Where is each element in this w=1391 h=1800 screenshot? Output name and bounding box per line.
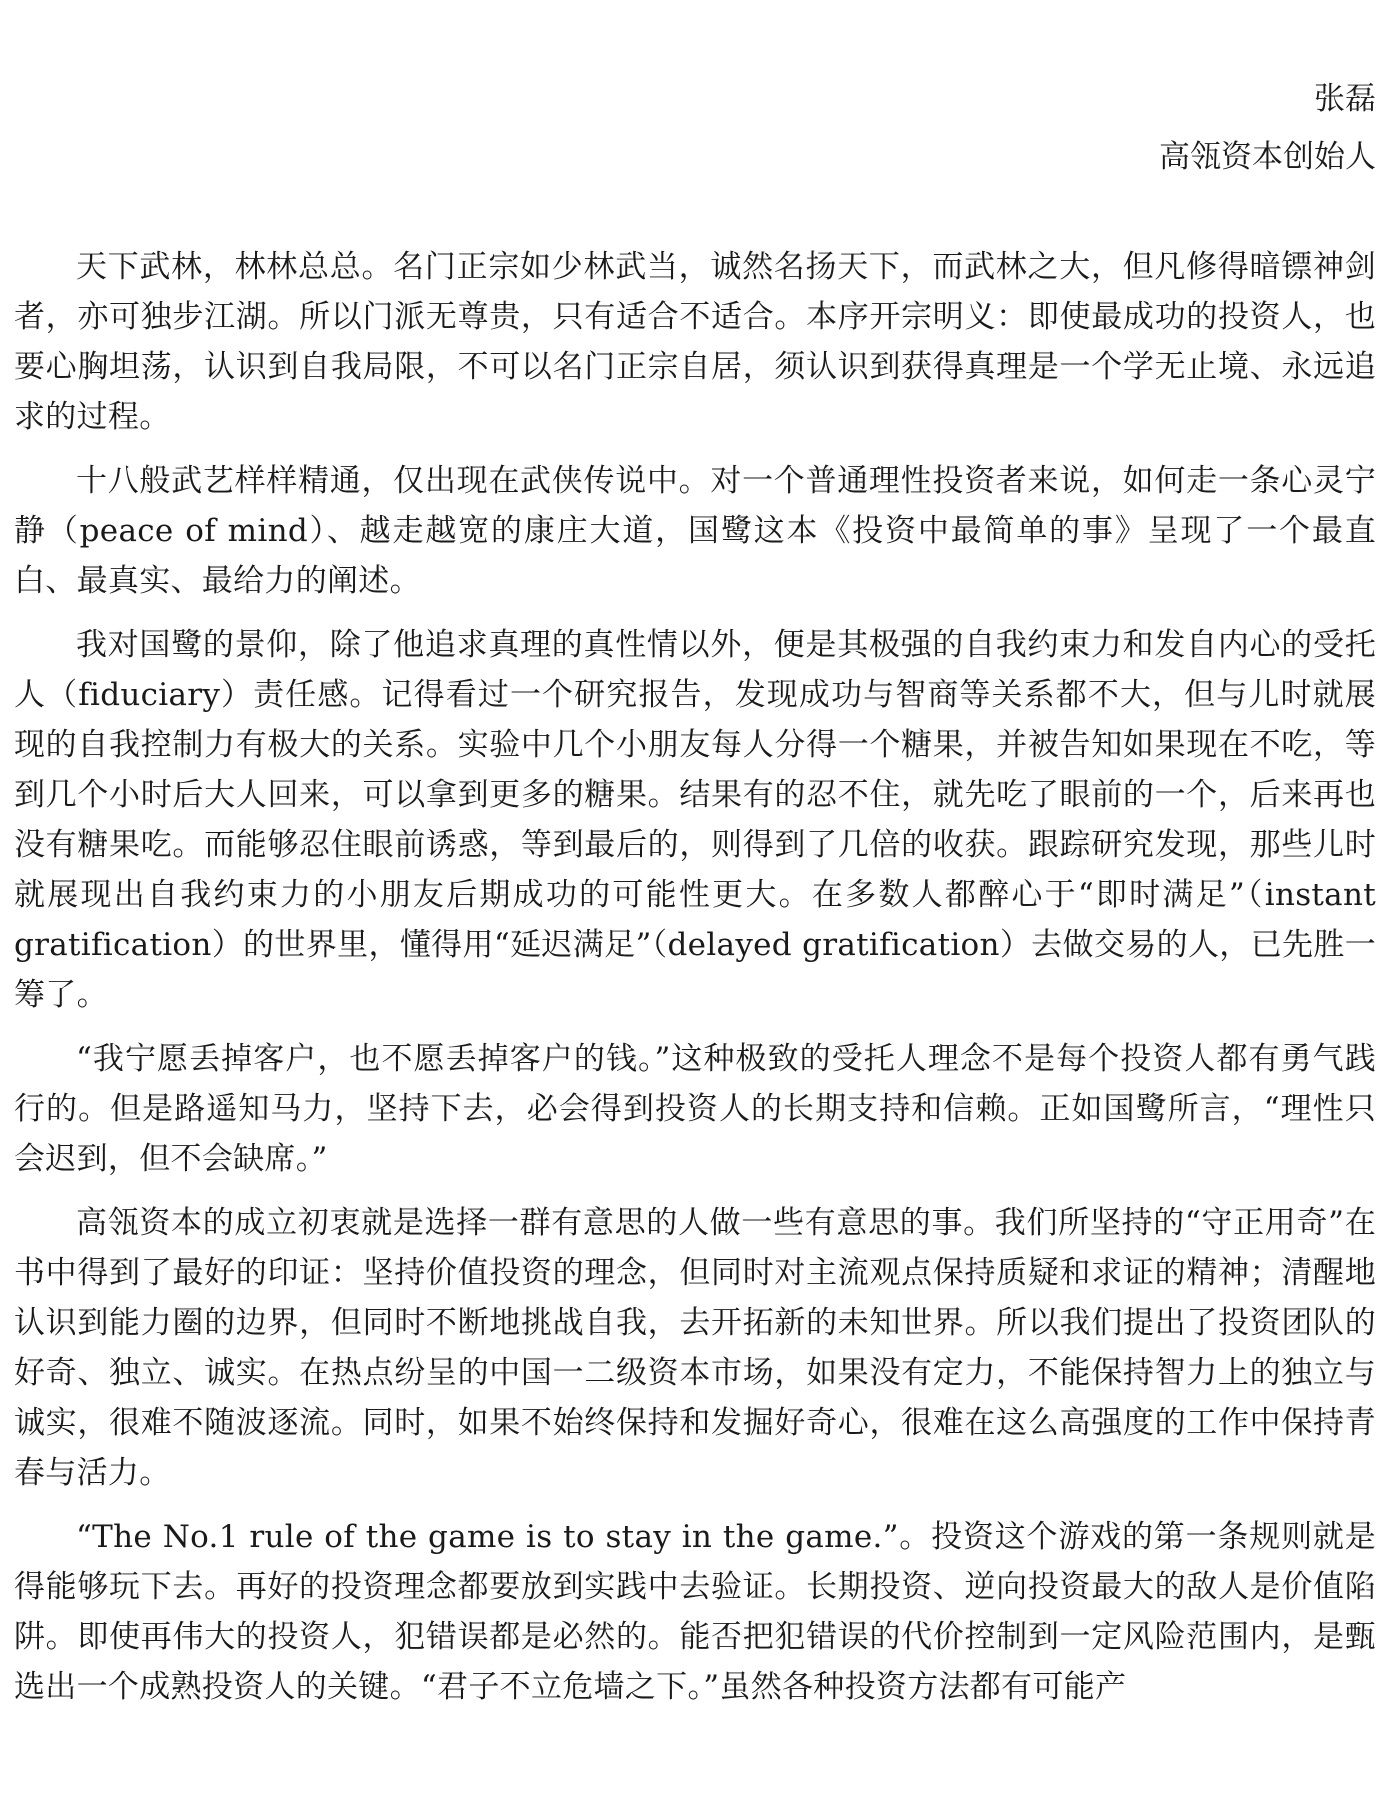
paragraph: “我宁愿丢掉客户，也不愿丢掉客户的钱。”这种极致的受托人理念不是每个投资人都有勇气践行的。但是路遥知马力，坚持下去，必会得到投资人的长期支持和信赖。正如国鹭所言，“理性只会迟到，但不会缺席。” — [14, 1041, 1376, 1177]
paragraph: 高瓴资本的成立初衷就是选择一群有意思的人做一些有意思的事。我们所坚持的“守正用奇”在书中得到了最好的印证：坚持价值投资的理念，但同时对主流观点保持质疑和求证的精神；清醒地认识到能力圈的边界，但同时不断地挑战自我，去开拓新的未知世界。所以我们提出了投资团队的好奇、独立、诚实。在热点纷呈的中国一二级资本市场，如果没有定力，不能保持智力上的独立与诚实，很难不随波逐流。同时，如果不始终保持和发掘好奇心，很难在这么高强度的工作中保持青春与活力。 — [14, 1205, 1376, 1491]
paragraph: 十八般武艺样样精通，仅出现在武侠传说中。对一个普通理性投资者来说，如何走一条心灵宁静（peace of mind）、越走越宽的康庄大道，国鹭这本《投资中最简单的事》呈现了一个最直白、最真实、最给力的阐述。 — [14, 463, 1376, 599]
author-name: 张磊 — [1314, 81, 1376, 117]
paragraph: 天下武林，林林总总。名门正宗如少林武当，诚然名扬天下，而武林之大，但凡修得暗镖神剑者，亦可独步江湖。所以门派无尊贵，只有适合不适合。本序开宗明义：即使最成功的投资人，也要心胸坦荡，认识到自我局限，不可以名门正宗自居，须认识到获得真理是一个学无止境、永远追求的过程。 — [14, 249, 1376, 435]
body-text — [14, 242, 1376, 1712]
paragraph: 我对国鹭的景仰，除了他追求真理的真性情以外，便是其极强的自我约束力和发自内心的受托人（fiduciary）责任感。记得看过一个研究报告，发现成功与智商等关系都不大，但与儿时就展现的自我控制力有极大的关系。实验中几个小朋友每人分得一个糖果，并被告知如果现在不吃，等到几个小时后大人回来，可以拿到更多的糖果。结果有的忍不住，就先吃了眼前的一个，后来再也没有糖果吃。而能够忍住眼前诱惑，等到最后的，则得到了几倍的收获。跟踪研究发现，那些儿时就展现出自我约束力的小朋友后期成功的可能性更大。在多数人都醉心于“即时满足”（instant gratification）的世界里，懂得用“延迟满足”（delayed gratification）去做交易的人，已先胜一筹了。 — [14, 627, 1376, 1013]
paragraph: “The No.1 rule of the game is to stay in the game.”。投资这个游戏的第一条规则就是得能够玩下去。再好的投资理念都要放到实践中去验证。长期投资、逆向投资最大的敌人是价值陷阱。即使再伟大的投资人，犯错误都是必然的。能否把犯错误的代价控制到一定风险范围内，是甄选出一个成熟投资人的关键。“君子不立危墙之下。”虽然各种投资方法都有可能产 — [14, 1519, 1376, 1705]
author-title: 高瓴资本创始人 — [1159, 139, 1376, 175]
document-page — [14, 70, 1376, 1726]
